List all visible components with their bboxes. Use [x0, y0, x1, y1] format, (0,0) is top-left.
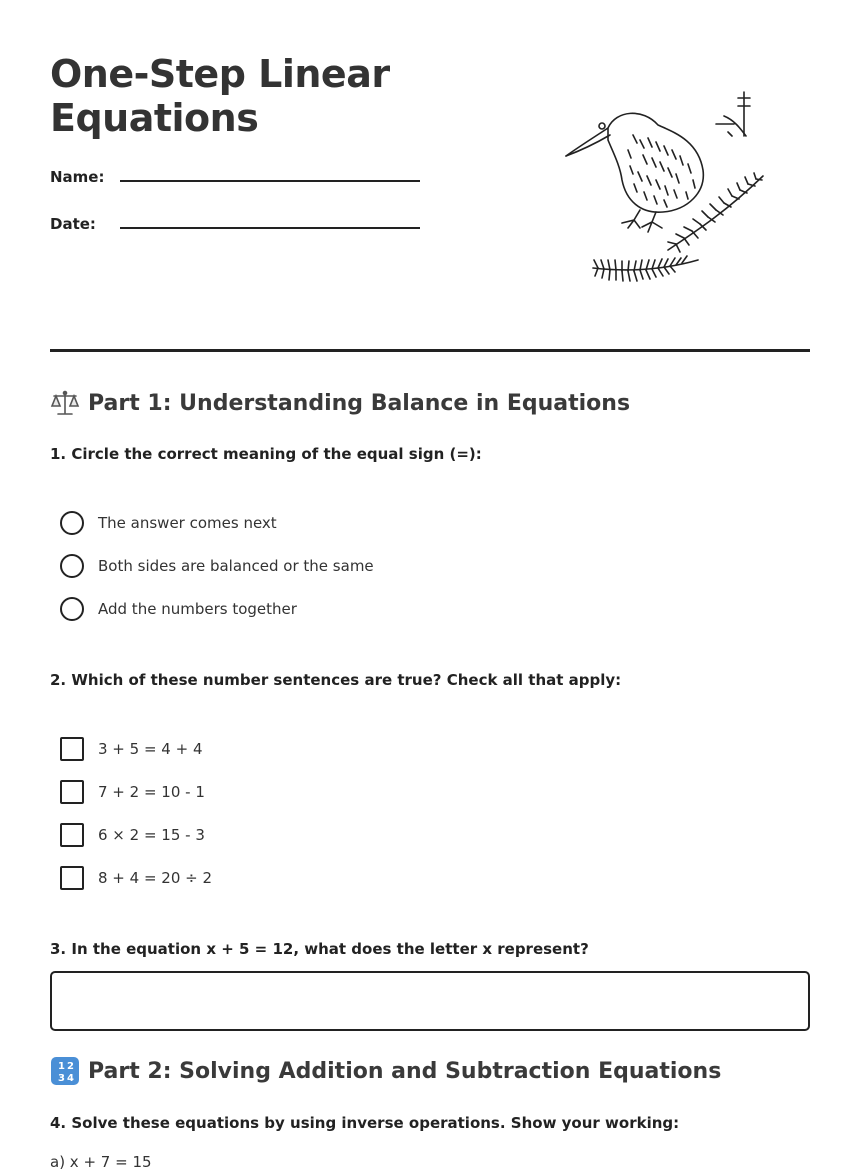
- name-label: Name:: [50, 168, 105, 186]
- q1-option-2[interactable]: [60, 553, 374, 579]
- part1-heading: [50, 388, 630, 418]
- part1-heading-text: Part 1: Understanding Balance in Equations: [88, 390, 631, 416]
- question-1: 1. Circle the correct meaning of the equal sign (=):: [50, 445, 482, 463]
- checkbox-icon[interactable]: [60, 780, 84, 804]
- question-2: 2. Which of these number sentences are true? Check all that apply:: [50, 671, 622, 689]
- q1-option-1-text: The answer comes next: [98, 514, 277, 532]
- q2-option-3-text: 6 × 2 = 15 - 3: [98, 826, 205, 844]
- svg-text:4: 4: [67, 1073, 74, 1084]
- svg-text:1: 1: [58, 1061, 65, 1072]
- q4-item-a-partial: a) x + 7 = 15: [50, 1153, 152, 1171]
- radio-circle-icon[interactable]: [60, 511, 84, 535]
- q2-option-3[interactable]: [60, 822, 205, 848]
- checkbox-icon[interactable]: [60, 823, 84, 847]
- radio-circle-icon[interactable]: [60, 597, 84, 621]
- q2-option-4-text: 8 + 4 = 20 ÷ 2: [98, 869, 213, 887]
- date-label: Date:: [50, 215, 96, 233]
- q2-option-2[interactable]: [60, 779, 205, 805]
- q2-option-4[interactable]: [60, 865, 212, 891]
- worksheet-title: One-Step Linear Equations: [50, 52, 390, 140]
- checkbox-icon[interactable]: [60, 866, 84, 890]
- q2-option-2-text: 7 + 2 = 10 - 1: [98, 783, 205, 801]
- part2-heading-text: Part 2: Solving Addition and Subtraction Equations: [88, 1058, 722, 1084]
- q1-option-3-text: Add the numbers together: [98, 600, 297, 618]
- q2-option-1[interactable]: [60, 736, 203, 762]
- checkbox-icon[interactable]: [60, 737, 84, 761]
- date-field-row: [50, 209, 430, 239]
- q1-option-2-text: Both sides are balanced or the same: [98, 557, 374, 575]
- q3-answer-box[interactable]: [50, 971, 810, 1031]
- question-3: 3. In the equation x + 5 = 12, what does the letter x represent?: [50, 940, 589, 958]
- name-field-row: [50, 162, 430, 192]
- number-keycap-icon: [50, 1056, 80, 1086]
- kiwi-bird-illustration: [548, 80, 778, 310]
- svg-text:2: 2: [67, 1061, 74, 1072]
- part2-heading: [50, 1056, 721, 1086]
- header-divider: [50, 349, 810, 352]
- radio-circle-icon[interactable]: [60, 554, 84, 578]
- svg-text:3: 3: [58, 1073, 65, 1084]
- q1-option-1[interactable]: [60, 510, 277, 536]
- q1-option-3[interactable]: [60, 596, 297, 622]
- q2-option-1-text: 3 + 5 = 4 + 4: [98, 740, 203, 758]
- name-write-line[interactable]: [120, 180, 420, 182]
- date-write-line[interactable]: [120, 227, 420, 229]
- balance-scale-icon: [50, 388, 80, 418]
- question-4: 4. Solve these equations by using inverse operations. Show your working:: [50, 1114, 680, 1132]
